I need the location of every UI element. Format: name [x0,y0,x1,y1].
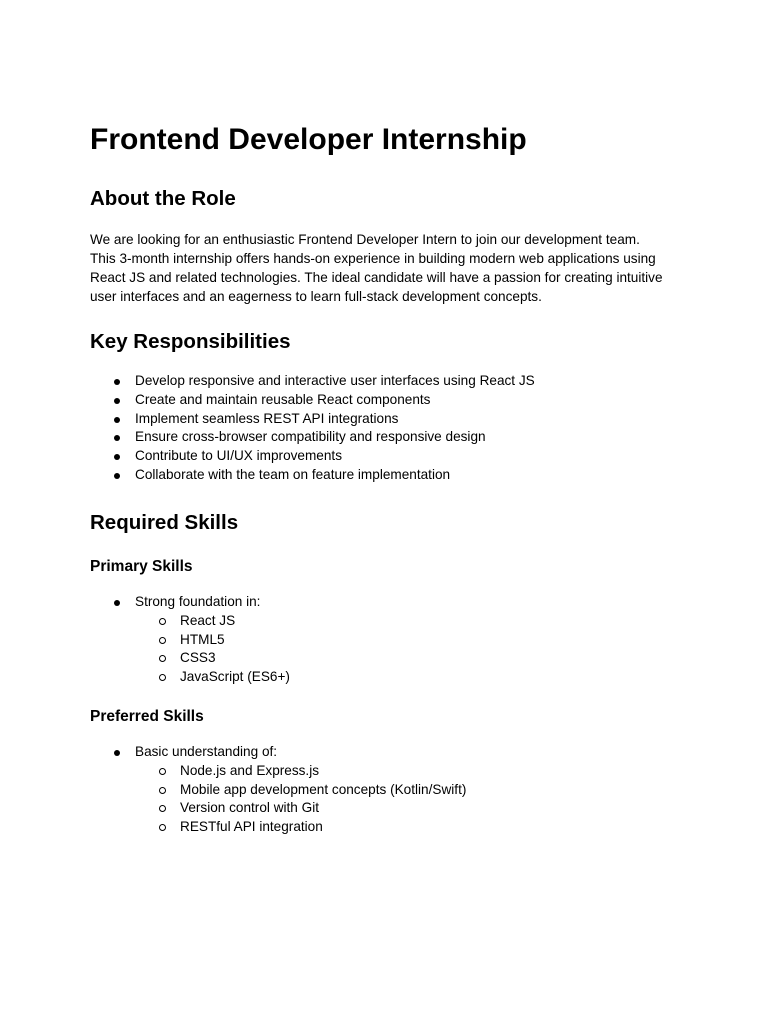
list-item [90,612,290,631]
hollow-bullet-icon [159,787,166,794]
list-item [90,466,535,485]
preferred-skills-list [90,743,466,837]
responsibilities-list [90,372,535,485]
hollow-bullet-icon [159,824,166,831]
list-item-text: Collaborate with the team on feature implementation [135,466,451,482]
about-paragraph [90,230,682,306]
bullet-icon [114,473,120,479]
list-item [90,743,466,762]
list-item [90,799,466,818]
list-item [90,668,290,687]
list-item-text: Ensure cross-browser compatibility and responsive design [135,429,486,445]
subheading-preferred-skills: Preferred Skills [90,708,204,725]
list-item [90,428,535,447]
list-item [90,818,466,837]
list-item [90,781,466,800]
section-heading-about: About the Role [90,187,236,210]
list-item [90,447,535,466]
hollow-bullet-icon [159,674,166,681]
bullet-icon [114,417,120,423]
page-title: Frontend Developer Internship [90,123,527,156]
about-line: We are looking for an enthusiastic Frontend Developer Intern to join our development team. [90,232,640,247]
list-item-text: CSS3 [180,650,216,666]
hollow-bullet-icon [159,768,166,775]
list-item-text: Develop responsive and interactive user interfaces using React JS [135,373,535,388]
list-item [90,391,535,410]
about-line: This 3-month internship offers hands-on experience in building modern web applications using [90,251,656,266]
bullet-icon [114,398,120,404]
list-item-text: Strong foundation in: [135,594,261,609]
hollow-bullet-icon [159,655,166,662]
bullet-icon [114,435,120,441]
list-item [90,410,535,429]
section-heading-responsibilities: Key Responsibilities [90,330,291,353]
bullet-icon [114,379,120,385]
subheading-primary-skills: Primary Skills [90,558,193,575]
bullet-icon [114,454,120,460]
list-item-text: JavaScript (ES6+) [180,669,290,685]
hollow-bullet-icon [159,618,166,625]
list-item-text: Implement seamless REST API integrations [135,410,399,426]
bullet-icon [114,750,120,756]
list-item-text: Basic understanding of: [135,744,278,759]
list-item-text: React JS [180,612,236,628]
about-line: user interfaces and an eagerness to learn full-stack development concepts. [90,289,542,304]
list-item [90,762,466,781]
list-item [90,631,290,650]
list-item [90,649,290,668]
section-heading-skills: Required Skills [90,511,239,534]
list-item-text: HTML5 [180,631,225,647]
list-item [90,372,535,391]
primary-skills-list [90,593,290,687]
list-item-text: Create and maintain reusable React components [135,391,431,407]
hollow-bullet-icon [159,805,166,812]
list-item [90,593,290,612]
hollow-bullet-icon [159,637,166,644]
bullet-icon [114,600,120,606]
list-item-text: Mobile app development concepts (Kotlin/Swift) [180,781,467,797]
list-item-text: Node.js and Express.js [180,762,320,778]
list-item-text: RESTful API integration [180,819,323,835]
about-line: React JS and related technologies. The ideal candidate will have a passion for creating intuitive [90,270,663,285]
list-item-text: Version control with Git [180,800,320,816]
list-item-text: Contribute to UI/UX improvements [135,448,343,464]
